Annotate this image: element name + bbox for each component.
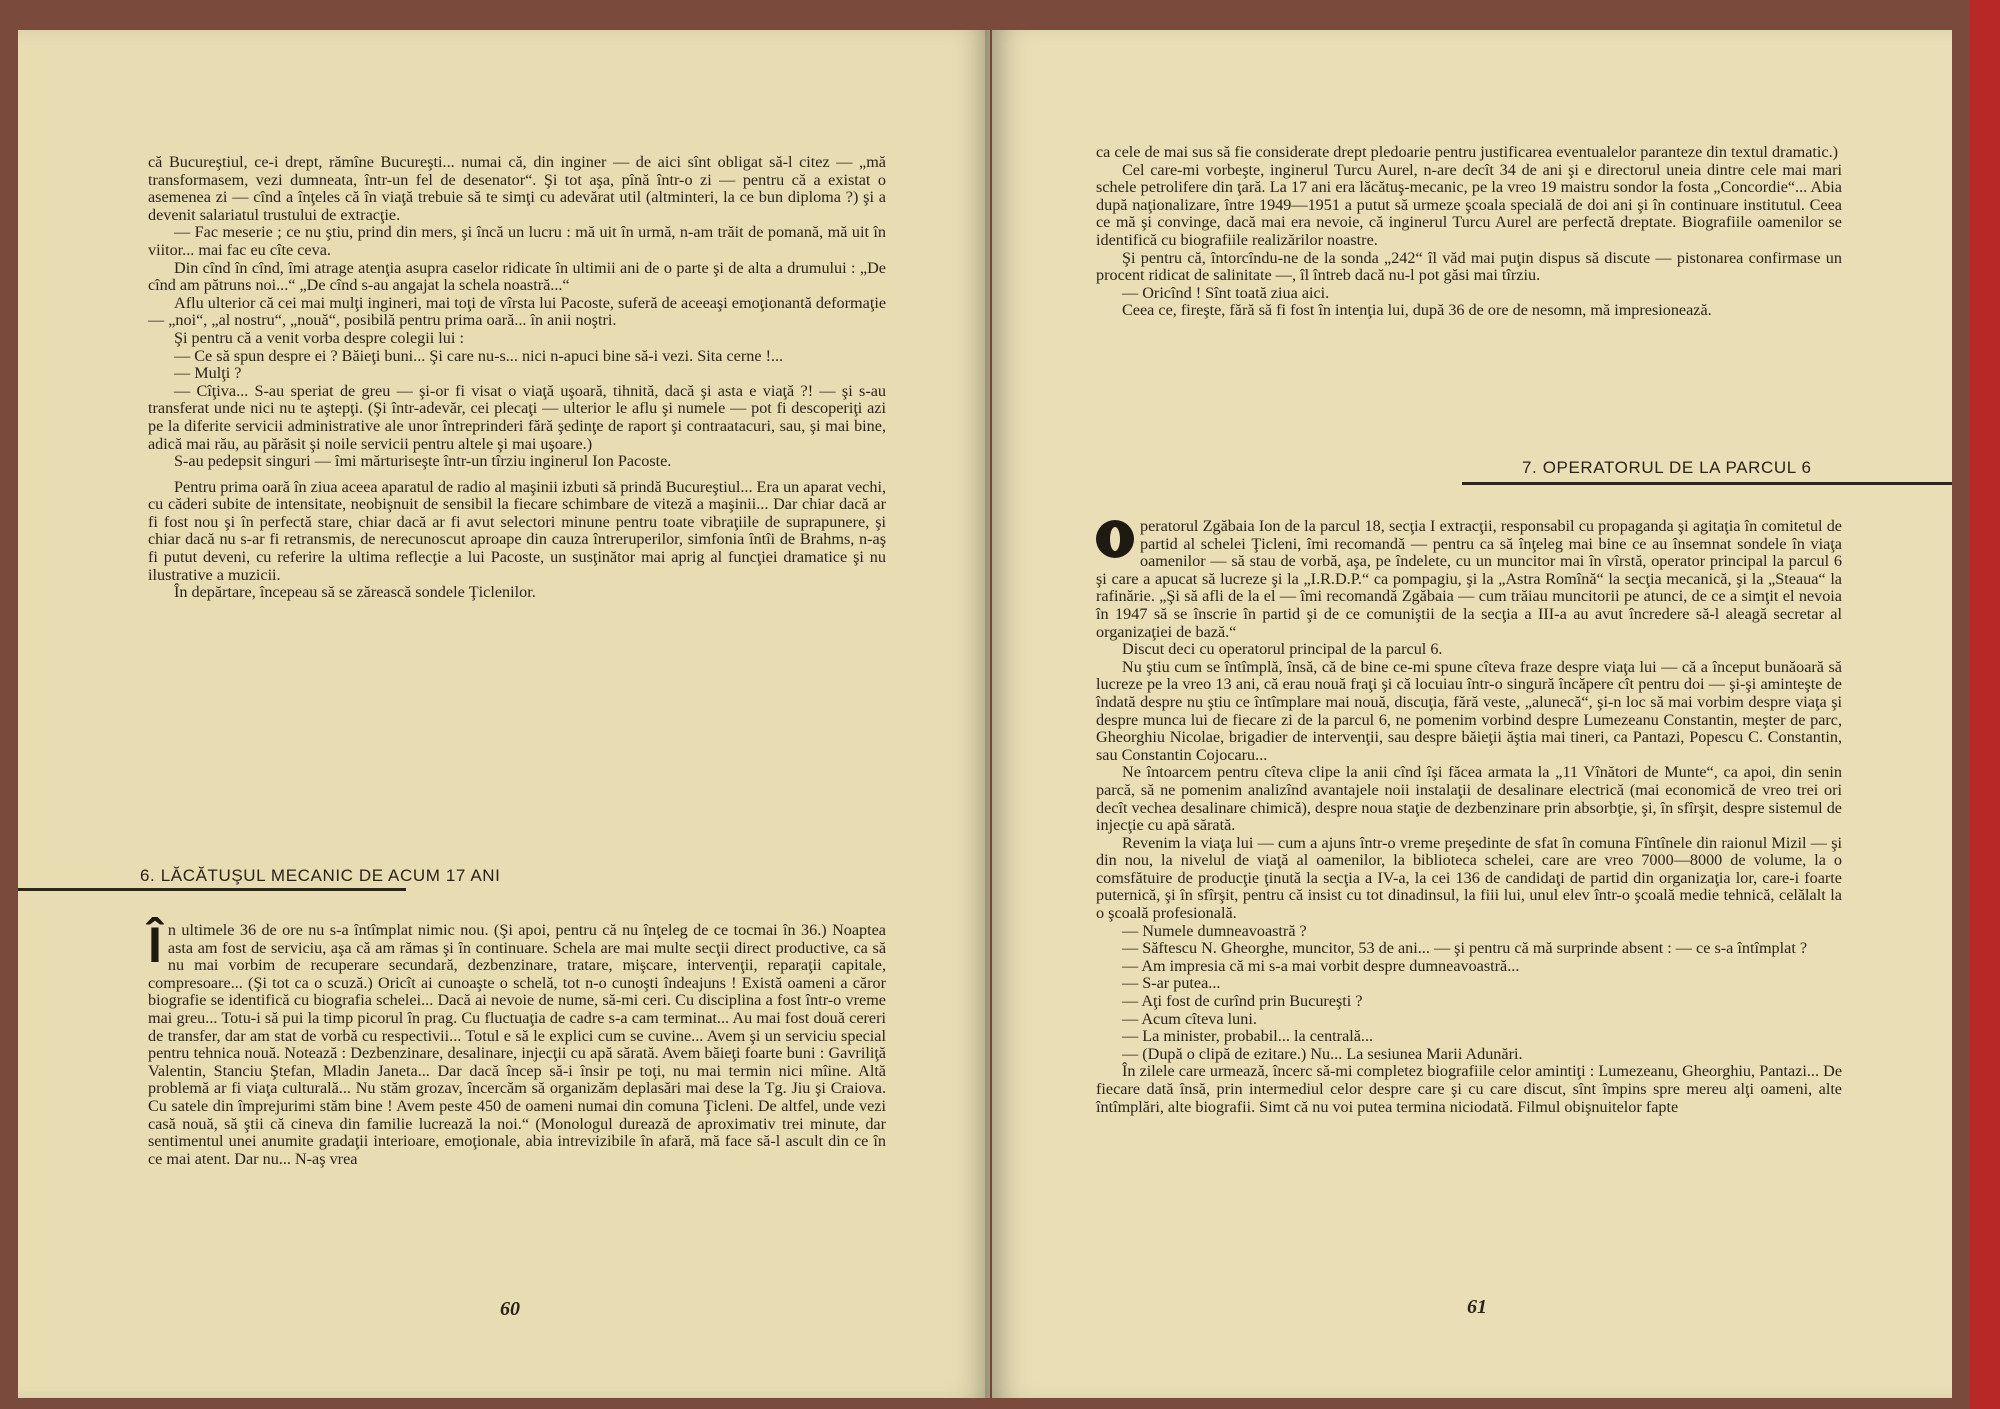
page-number: 61 — [1467, 1296, 1487, 1318]
section-text-block — [1096, 518, 1842, 1116]
paragraph: Aflu ulterior că cei mai mulţi ingineri, mai toţi de vîrsta lui Pacoste, suferă de aceeaşi emoţionantă deformaţie — „noi“, „al nostru“, „nouă“, posibilă pentru prima oară... în anii noştri. — [148, 293, 886, 330]
paragraph: Nu ştiu cum se întîmplă, însă, că de bine ce-mi spune cîteva fraze despre viaţa lui — că a început bunăoară să lucreze pe la vreo 13 ani, că erau nouă fraţi şi că locuiau într-o singură încăpere cît pentru doi — şi-şi aminteşte de îndată despre nu ştiu ce întîmplare mai nouă, discuţia, fără veste, „alunecă“, şi-n loc să mai vorbim despre viaţa şi despre munca lui de fiecare zi de la parcul 6, ne pomenim vorbind despre Lumezeanu Constantin, meşter de parc, Gheorghiu Nicolae, brigadier de intervenţii, sau despre băieţii ăştia mai tineri, ca Pantazi, Popescu C. Constantin, sau Constantin Cojocaru... — [1096, 657, 1842, 764]
paragraph: n ultimele 36 de ore nu s-a întîmplat nimic nou. (Şi apoi, pentru că nu înţeleg de ce tocmai în 36.) Noaptea asta am fost de serviciu, aşa că am rămas şi în continuare. Schela are mai multe secţii direct productive, ca să nu mai vorbim de recuperare secundară, dezbenzinare, tratare, mişcare, intervenţii, reparaţii capitale, compresoare... (Şi tot ca o scuză.) Oricît ai cunoaşte o schelă, tot n-o cunoşti îndeajuns ! Există oameni a căror biografie se identifică cu biografia schelei... Dacă ai nevoie de nume, să-mi ceri. Cu disciplina a fost într-o vreme mai greu... Totu-i să pui la timp picorul în prag. Cu fluctuaţia de cadre s-a cam terminat... Au mai fost două cereri de transfer, dar am stat de vorbă cu respectivii... Totul e să le explici cum se cuvine... Avem şi un serviciu special pentru tehnica nouă. Notează : Dezbenzinare, desalinare, injecţii cu apă sărată. Avem băieţi foarte buni : Gavriliţă Valentin, Stanciu Ştefan, Mladin Janeta... Dar dacă încep să-i însir pe toţi, nu mai termin nici mîine. Altă problemă ar fi viaţa culturală... Nu stăm grozav, încercăm să organizăm deplasări mai dese la Tg. Jiu şi Craiova. Cu satele din împrejurimi stăm bine ! Avem peste 450 de oameni numai din comuna Ţicleni. De altfel, unde vezi casă nouă, să ştii că cineva din familie lucrează la noi.“ (Monologul durează de aproximativ trei minute, dar sentimentul unei anumite gradaţii interioare, emoţionale, abia intrevizibile în afară, mă face să-l ascult din ce în ce mai atent. Dar nu... N-aş vrea — [148, 921, 886, 1168]
paragraph: — S-ar putea... — [1122, 974, 1221, 993]
paragraph: — Aţi fost de curînd prin Bucureşti ? — [1122, 992, 1363, 1011]
paragraph: Discut deci cu operatorul principal de la parcul 6. — [1122, 640, 1443, 659]
page-number: 60 — [500, 1298, 520, 1320]
paragraph: Pentru prima oară în ziua aceea aparatul de radio al maşinii izbuti să prindă Bucureştiul... Era un aparat vechi, cu căderi subite de intensitate, neobişnuit de sensibil la fiecare schimbare de viteză a maşinii... Dar chiar dacă ar fi fost nou şi în perfectă stare, chiar dacă ar fi avut selectori minune pentru toate vibraţiile de suprapunere, şi chiar dacă nu s-ar fi retransmis, de nerecunoscut aproape din cauza întreruperilor, simfonia întîi de Brahms, n-aş fi putut deveni, cu referire la ultima reflecţie a lui Pacoste, un susţinător mai aprig al funcţiei dramatice şi nu ilustrative a muzicii. — [148, 477, 886, 584]
section-title: 7. OPERATORUL DE LA PARCUL 6 — [1522, 458, 1812, 477]
section-rule — [1462, 482, 1952, 485]
paragraph: — Numele dumneavoastră ? — [1122, 921, 1307, 940]
drop-cap — [1096, 520, 1134, 558]
paragraph: — Acum cîteva luni. — [1122, 1009, 1257, 1028]
paragraph: — Mulţi ? — [174, 364, 242, 383]
paragraph: Ne întoarcem pentru cîteva clipe la anii cînd îşi făcea armata la „11 Vînători de Munte“, ca apoi, din senin parcă, să ne pomenim analizînd avantajele noii instalaţii de desalinare electrică (mai economică de vreo trei ori decît vechea desalinare chimică), despre noua staţie de dezbenzinare prin absorbţie, şi, în sfîrşit, despre sistemul de injecţie cu apă sărată. — [1096, 763, 1842, 835]
paragraph: Cel care-mi vorbeşte, inginerul Turcu Aurel, n-are decît 34 de ani şi e directorul uneia dintre cele mai mari schele petrolifere din ţară. La 17 ani era lăcătuş-mecanic, pe la vreo 19 maistru sondor la fosta „Concordie“... Abia după naţionalizare, între 1949—1951 a putut să urmeze şcoala specială de doi ani şi în continuare institutul. Ceea ce mă şi convinge, dacă mai era nevoie, că inginerul Turcu Aurel are perfectă dreptate. Biografiile oamenilor se identifică cu biografiile realizărilor noastre. — [1096, 160, 1842, 249]
paragraph: — Am impresia că mi s-a mai vorbit despre dumneavoastră... — [1122, 956, 1520, 975]
paragraph: peratorul Zgăbaia Ion de la parcul 18, secţia I extracţii, responsabil cu propaganda şi agitaţia în comitetul de partid al schelei Ţicleni, îmi recomandă — pentru ca să înţeleg mai bine ce au însemnat sondele în viaţa oamenilor — să stau de vorbă, aşa, pe îndelete, cu un muncitor mai în vîrstă, operator principal la parcul 6 şi care a apucat să lucreze şi la „I.R.D.P.“ ca pompagiu, şi la „Astra Romînă“ la secţia mecanică, şi la „Steaua“ la rafinărie. „Şi să afli de la el — îmi recomandă Zgăbaia — cum trăiau muncitorii pe atunci, de ce a simţit el nevoia în 1947 să se înscrie în partid şi de ce comuniştii de la secţia a III-a au avut încredere să-l aleagă secretar al organizaţiei de bază.“ — [1096, 517, 1842, 641]
right-page — [992, 30, 1952, 1398]
paragraph: În depărtare, începeau să se zărească sondele Ţiclenilor. — [174, 583, 536, 602]
section-title: 6. LĂCĂTUŞUL MECANIC DE ACUM 17 ANI — [140, 866, 501, 885]
drop-cap: Î — [148, 917, 162, 973]
right-text-block — [1096, 144, 1842, 320]
cover-edge — [1970, 0, 2000, 1409]
paragraph: Şi pentru că a venit vorba despre colegii lui : — [174, 328, 464, 347]
paragraph: — Ce să spun despre ei ? Băieţi buni... Şi care nu-s... nici n-apuci bine să-i vezi. Sita cerne !... — [174, 346, 784, 365]
paragraph: că Bucureştiul, ce-i drept, rămîne Bucureşti... numai că, din inginer — de aici sînt obligat să-l citez — „mă transformasem, vezi dumneata, într-un fel de desenator“. Şi tot aşa, pînă într-o zi — pentru că a existat o asemenea zi — cînd a înţeles că în viaţă trebuie să te simţi cu adevărat util (altminteri, la ce bun diploma ?) şi a devenit salariatul trustului de extracţie. — [148, 153, 886, 224]
paragraph: — (După o clipă de ezitare.) Nu... La sesiunea Marii Adunări. — [1122, 1044, 1523, 1063]
paragraph: — La minister, probabil... la centrală... — [1122, 1027, 1374, 1046]
paragraph: Revenim la viaţa lui — cum a ajuns într-o vreme preşedinte de sfat în comuna Fîntînele din raionul Mizil — şi din nou, la nivelul de viaţă al oamenilor, la biblioteca schelei, care are vreo 7000—8000 de volume, la o comsfătuire de producţie ţinută la secţia a IV-a, la cei 136 de candidaţi de partid din organizaţia lor, care-i foarte puternică, şi în sfîrşit, pentru că insist cu tot dinadinsul, la fiii lui, unul elev într-o şcoală medie tehnică, celălalt la o şcoală profesională. — [1096, 833, 1842, 923]
paragraph: Din cînd în cînd, îmi atrage atenţia asupra caselor ridicate în ultimii ani de o parte şi de alta a drumului : „De cînd am pătruns noi...“ „De cînd s-au angajat la schela noastră...“ — [148, 258, 886, 295]
section-rule — [18, 888, 406, 891]
paragraph: — Fac meserie ; ce nu ştiu, prind din mers, şi încă un lucru : mă uit în urmă, n-am trăit de pomană, mă uit în viitor... mai fac eu cîte ceva. — [148, 223, 886, 259]
paragraph: — Săftescu N. Gheorghe, muncitor, 53 de ani... — şi pentru că mă surprinde absent : — ce s-a întîmplat ? — [1122, 939, 1808, 958]
paragraph: Şi pentru că, întorcîndu-ne de la sonda „242“ îl văd mai puţin dispus să discute — pistonarea confirmase un procent ridicat de salinitate —, îl întreb dacă nu-l pot găsi mai tîrziu. — [1096, 248, 1842, 285]
paragraph: ca cele de mai sus să fie considerate drept pledoarie pentru justificarea eventualelor paranteze din textul dramatic.) — [1096, 143, 1839, 161]
paragraph: Ceea ce, fireşte, fără să fi fost în intenţia lui, după 36 de ore de nesomn, mă impresionează. — [1122, 301, 1712, 320]
paragraph: — Oricînd ! Sînt toată ziua aici. — [1122, 283, 1330, 302]
paragraph: — Cîţiva... S-au speriat de greu — şi-or fi visat o viaţă uşoară, tihnită, dacă şi asta e viaţă ?! — şi s-au transferat unde nici nu te aştepţi. (Şi într-adevăr, cei plecaţi — ulterior le aflu şi numele — pot fi descoperiţi azi pe la diferite servicii administrative ale unor întreprinderi fără şedinţe de raport şi contraatacuri, sau, şi mai bine, adică mai rău, au părăsit şi noile servicii pentru altele şi mai uşoare.) — [148, 381, 886, 453]
left-page — [18, 30, 990, 1398]
paragraph: S-au pedepsit singuri — îmi mărturiseşte într-un tîrziu inginerul Ion Pacoste. — [174, 452, 672, 471]
paragraph: În zilele care urmează, încerc să-mi completez biografiile celor amintiţi : Lumezeanu, Gheorghiu, Pantazi... De fiecare dată însă, prin intermediul celor despre care şi cu care discut, sînt împins spre mereu alţi oameni, alte întîmplări, alte biografii. Simt că nu voi putea termina niciodată. Filmul obişnuitelor fapte — [1096, 1062, 1842, 1116]
section-text-block — [148, 917, 886, 1168]
left-text-block — [148, 154, 886, 602]
